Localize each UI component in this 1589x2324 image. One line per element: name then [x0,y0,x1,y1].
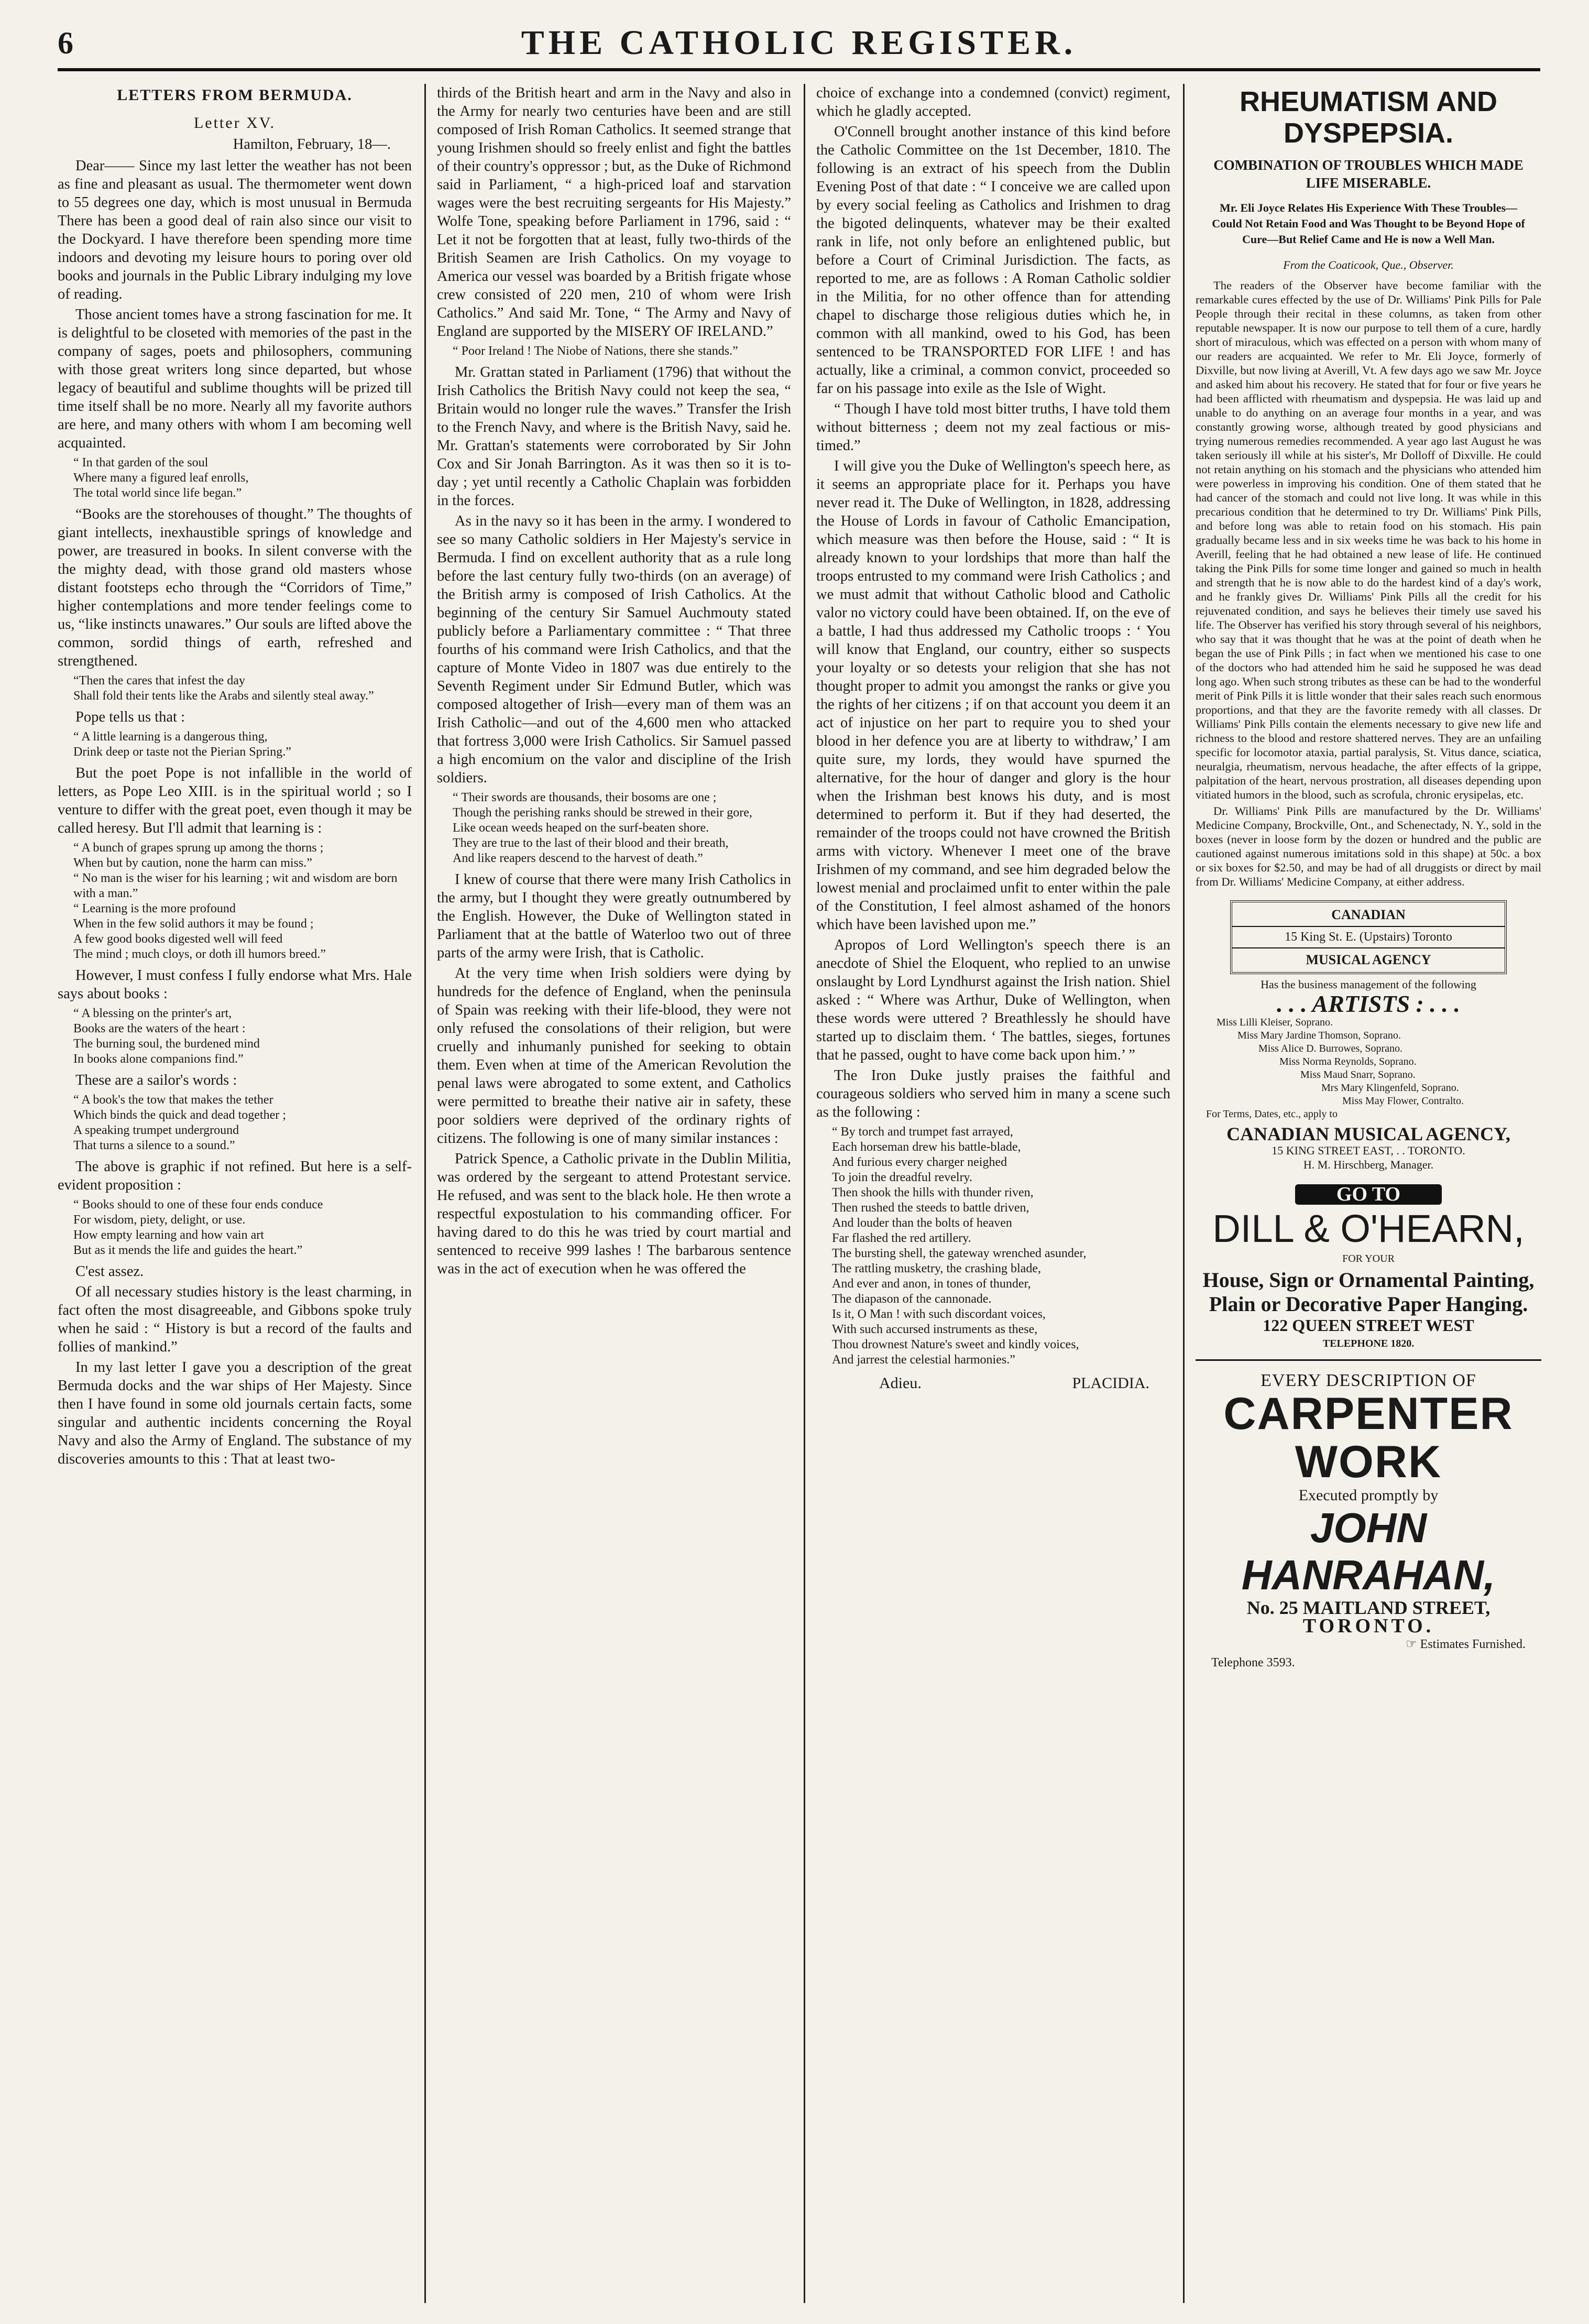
agency-manager: H. M. Hirschberg, Manager. [1303,1158,1434,1171]
column-4-ads [1196,84,1541,2303]
musical-agency-banner [1230,900,1507,974]
verse-line: Which binds the quick and dead together ; [73,1108,286,1122]
verse [453,344,791,359]
column-2 [437,84,791,2303]
verse-line: “ Poor Ireland ! The Niobe of Nations, there she stands.” [453,344,738,358]
paragraph: Patrick Spence, a Catholic private in the Dublin Militia, was ordered by the sergeant to attend Protestant service. He refused, and was sent to the black hole. He then wrote a respectful expostulation to his commanding officer. For having dared to do this he was tried by court martial and sentenced to receive 999 lashes ! The barbarous sentence was in the act of execution when he was offered the [437,1151,791,1277]
verse-line: Books are the waters of the heart : [73,1022,246,1035]
paragraph: I knew of course that there were many Irish Catholics in the army, but I thought they were greatly outnumbered by the English. However, the Duke of Wellington stated in Parliament that at the battle of Waterloo two out of three parts of the army were Irish, that is Catholic. [437,871,791,961]
hanrahan-city: TORONTO. [1302,1615,1434,1637]
dill-ohearn-address: 122 QUEEN STREET WEST [1263,1316,1474,1335]
artist-entry: Miss Maud Snarr, Soprano. [1300,1069,1416,1081]
verse-line: To join the dreadful revelry. [832,1171,972,1184]
artist-entry: Miss May Flower, Contralto. [1342,1095,1464,1107]
banner-top: CANADIAN [1331,907,1406,922]
verse-line: The rattling musketry, the crashing blade, [832,1262,1041,1275]
verse-line: Where many a figured leaf enrolls, [73,471,249,485]
agency-terms: For Terms, Dates, etc., apply to [1206,1108,1338,1120]
verse [832,1125,1170,1368]
paragraph: I will give you the Duke of Wellington's speech here, as it seems an appropriate place for it. Perhaps you have never read it. The Duke of Wellington, in 1828, addressing the House of Lords in favour of Catholic Emancipation, which measure was then before the House, said : “ It is already known to your lordships that more than half the troops entrusted to my command were Irish Catholics ; and we must admit that without Catholic blood and Catholic valor no victory could have been obtained. If, on the eve of a battle, I had thus addressed my Catholic troops : ‘ You will know that England, our country, either so suspects your loyalty or so detests your religion that she has not thought proper to admit you amongst the ranks or give you the rights of her citizens ; if on that account you deem it an act of injustice on her part to require you to shed your blood in her defence you are at liberty to withdraw,’ I am quite sure, my lords, they would have spurned the alternative, for the hour of danger and glory is the hour when the Irishman best knows his duty, and is most determined to perform it. But if they had deserted, the remainder of the troops could not have crowned the British arms with victory. Whenever I meet one of the brave Irishmen of my command, and see him degraded below the lowest menial and proclaimed unfit to enter within the pale of the Constitution, I feel almost ashamed of the honors which have been lavished upon me.” [816,458,1170,933]
banner-bottom: MUSICAL AGENCY [1306,952,1431,967]
ad-rheumatism-title: RHEUMATISM AND DYSPEPSIA. [1240,86,1497,149]
verse [73,729,412,760]
artists-heading: . . . ARTISTS : . . . [1277,990,1460,1017]
column-3 [816,84,1170,2303]
hanrahan-telephone: Telephone 3593. [1211,1656,1295,1670]
paragraph: However, I must confess I fully endorse what Mrs. Hale says about books : [58,967,412,1002]
verse-line: That turns a silence to a sound.” [73,1139,235,1152]
paragraph: Apropos of Lord Wellington's speech there is an anecdote of Shiel the Eloquent, who replied to an unwise onslaught by Lord Lyndhurst against the Irish nation. Shiel asked : “ Where was Arthur, Duke of Wellington, when these words were uttered ? Breathlessly he should have started up to disclaim them. ‘ The battles, sieges, fortunes that he passed, ought to have come back upon him.’ ” [816,937,1170,1063]
paragraph: As in the navy so it has been in the army. I wondered to see so many Catholic soldiers in Her Majesty's service in Bermuda. I find on excellent authority that as a rule long before the last century fully two-thirds (on an average) of the British army is composed of Irish Catholics. At the beginning of the century Sir Samuel Auchmouty stated publicly before a Parliamentary committee : “ That three fourths of his command were Irish Catholics, and that the capture of Monte Video in 1807 was due entirely to the Seventh Regiment under Sir Edmund Butler, which was composed altogether of Irish—every man of them was an Irish Catholic—and out of the 4,600 men who attacked that fortress 3,000 were Irish Catholics. Sir Samuel passed a high encomium on the valor and discipline of the Irish soldiers. [437,513,791,786]
paragraph: “ Though I have told most bitter truths, I have told them without bitterness ; deem not my zeal factious or mis-timed.” [816,401,1170,454]
paragraph: Those ancient tomes have a strong fascination for me. It is delightful to be closeted with memories of the past in the company of sages, poets and philosophers, communing with those great writers long since departed, but whose legacy of beautiful and sublime thoughts will be prized till time itself shall be no more. Nearly all my favorite authors are here, and many others with whom I am becoming well acquainted. [58,307,412,451]
letter-number: Letter XV. [193,114,276,132]
ad-rheumatism-body: Dr. Williams' Pink Pills are manufactured by the Dr. Williams' Medicine Company, Brockville, Ont., and Schenectady, N. Y., sold in the boxes (never in loose form by the dozen or hundred and the public are cautioned against numerous imitations sold in this shape) at 50c. a box or six boxes for $2.50, and may be had of all druggists or direct by mail from Dr. Williams' Medicine Company, at either address. [1196,804,1541,888]
verse-line: Then shook the hills with thunder riven, [832,1186,1034,1199]
verse [73,841,412,962]
hanrahan-address: No. 25 MAITLAND STREET, [1246,1597,1491,1618]
verse-line: A few good books digested well will feed [73,932,283,946]
agency-name: CANADIAN MUSICAL AGENCY, [1226,1123,1510,1144]
verse-line: How empty learning and how vain art [73,1228,264,1242]
verse-line: They are true to the last of their blood and their breath, [453,836,729,850]
carpenter-work-title: CARPENTER WORK [1223,1389,1514,1487]
paragraph: Of all necessary studies history is the least charming, in fact often the most disagreeable, and Gibbons spoke truly when he said : “ History is but a record of the faults and follies of mankind.” [58,1284,412,1355]
go-to-label: GO TO [1295,1184,1442,1205]
masthead [58,21,1540,71]
verse-line: Is it, O Man ! with such discordant voices, [832,1307,1046,1321]
paragraph: “Books are the storehouses of thought.” The thoughts of giant intellects, inexhaustible springs of knowledge and power, are treasured in books. In silent converse with the the mighty dead, with those grand old masters whose distant footsteps echo through the “Corridors of Time,” higher contemplations and more tender feelings come to us, “like instincts unawares.” Our souls are lifted above the common, sordid things of earth, refreshed and strengthened. [58,506,412,669]
paragraph: The Iron Duke justly praises the faithful and courageous soldiers who served him in many a scene such as the following : [816,1067,1170,1120]
verse-line: “ Books should to one of these four ends conduce [73,1198,323,1212]
verse-line: Though the perishing ranks should be strewed in their gore, [453,806,752,820]
verse-line: Like ocean weeds heaped on the surf-beaten shore. [453,821,709,835]
verse-line: The diapason of the cannonade. [832,1292,992,1306]
column-1 [58,84,412,2303]
dill-ohearn-telephone: TELEPHONE 1820. [1196,1335,1541,1361]
verse-line: And jarrest the celestial harmonies.” [832,1353,1015,1367]
estimates-note: ☞ Estimates Furnished. [1406,1638,1526,1651]
verse-line: And like reapers descend to the harvest of death.” [453,852,703,865]
paragraph: thirds of the British heart and arm in the Navy and also in the Army for nearly two centuries have been and are still composed of Irish Roman Catholics. It seemed strange that young Irishmen should so freely enlist and fight the battles of their country's oppressor ; but, as the Duke of Richmond said in Parliament, “ a high-priced loaf and starvation wages were the best recruiting sergeants for His Majesty.” Wolfe Tone, speaking before Parliament in 1796, said : “ Let it not be forgotten that at least, fully two-thirds of the British Seamen are Irish Catholics. On my voyage to America our vessel was boarded by a British frigate whose crew consisted of 220 men, 210 of whom were Irish Catholics.” And said Mr. Tone, “ The Army and Navy of England are supported by the MISERY OF IRELAND.” [437,85,791,340]
signature-closing: Adieu. [879,1374,922,1392]
ad-rheumatism-body: The readers of the Observer have become familiar with the remarkable cures effected by the use of Dr. Williams' Pink Pills for Pale People through their recital in these columns, as taken from other reputable newspaper. It is now our purpose to tell them of a cure, hardly short of miraculous, which was effected on a person with whom many of our readers are acquainted. We refer to Mr. Eli Joyce, formerly of Dixville, but now living at Averill, Vt. A few days ago we saw Mr. Joyce and asked him about his recovery. He stated that for four or five years he had been afflicted with rheumatism and dyspepsia. He was laid up and unable to do anything on an average four months in a year, and was constantly growing worse, although treated by good physicians and trying numerous remedies recommended. A year ago last August he was taken seriously ill while at his sister's, Mr Dolloff of Dixville. He could not retain anything on his stomach and the physicians who attended him were powerless in improving his condition. One of them stated that he had cancer of the stomach and could not live long. It was while in this precarious condition that he determined to try Dr. Williams' Pink Pills, and before long was able to retain food on his stomach. His pain gradually became less and in six weeks time he was back to his home in Averill, feeling that he had obtained a new lease of life. He continued taking the Pink Pills for some time longer and gained so much in health and strength that he is now able to do the hardest kind of a day's work, and he frankly gives Dr. Williams' Pink Pills all the credit for his rejuvenated condition, and says he believes their timely use saved his life. The Observer has verified his story through several of his neighbors, who say that it was thought that he was at the point of death when he began the use of Pink Pills ; in fact when we mentioned his case to one of the doctors who had attended him he said he supposed he was dead long ago. When such strong tributes as these can be had to the wonderful merit of Pink Pills it is little wonder that their sales reach such enormous proportions, and that they are the favorite remedy with all classes. Dr Williams' Pink Pills contain the elements necessary to give new life and richness to the blood and restore shattered nerves. They are an unfailing specific for locomotor ataxia, partial paralysis, St. Vitus dance, sciatica, neuralgia, rheumatism, nervous headache, the after effects of la grippe, palpitation of the heart, nervous prostration, all diseases depending upon vitiated humors in the blood, such as scrofula, chronic erysipelas, etc. [1196,279,1541,801]
verse-line: Thou drownest Nature's sweet and kindly voices, [832,1338,1079,1351]
agency-management-note: Has the business management of the following [1261,978,1476,991]
verse [453,790,791,866]
dateline: Hamilton, February, 18—. [233,136,391,152]
verse-line: “ A bunch of grapes sprung up among the thorns ; [73,841,324,855]
verse-line: And louder than the bolts of heaven [832,1216,1012,1230]
verse [73,455,412,501]
verse-line: Drink deep or taste not the Pierian Spring.” [73,745,291,759]
verse-line: And ever and anon, in tones of thunder, [832,1277,1031,1291]
verse-line: The total world since life began.” [73,486,242,500]
artist-entry: Mrs Mary Klingenfeld, Soprano. [1321,1082,1459,1094]
for-your-label: FOR YOUR [1342,1253,1395,1264]
column-rule [424,84,426,2303]
verse-line: “ A little learning is a dangerous thing, [73,730,268,744]
verse-line: But as it mends the life and guides the heart.” [73,1243,303,1257]
verse-line: When but by caution, none the harm can miss.” [73,856,312,870]
agency-address: 15 KING STREET EAST, . . TORONTO. [1272,1144,1465,1157]
artist-entry: Miss Norma Reynolds, Soprano. [1279,1056,1417,1067]
paragraph: C'est assez. [75,1263,144,1280]
verse-line: Then rushed the steeds to battle driven, [832,1201,1029,1215]
verse-line: When in the few solid authors it may be found ; [73,917,314,931]
painting-services: House, Sign or Ornamental Painting, Plain or Decorative Paper Hanging. [1202,1268,1535,1316]
column-rule [804,84,805,2303]
paragraph: These are a sailor's words : [75,1072,237,1088]
verse-line: Each horseman drew his battle-blade, [832,1140,1021,1154]
verse [73,1093,412,1153]
banner-address: 15 King St. E. (Upstairs) Toronto [1232,926,1505,948]
verse-line: Shall fold their tents like the Arabs and silently steal away.” [73,689,374,703]
dill-ohearn-name: DILL & O'HEARN, [1212,1207,1525,1250]
verse-line: In books alone companions find.” [73,1052,244,1066]
artist-entry: Miss Lilli Kleiser, Soprano. [1217,1017,1333,1028]
article-heading: LETTERS FROM BERMUDA. [117,86,353,104]
signature-name: PLACIDIA. [1072,1374,1149,1392]
paragraph: Dear—— Since my last letter the weather has not been as fine and pleasant as usual. The thermometer went down to 55 degrees one day, which is most unusual in Bermuda There has been a good deal of rain also since our visit to the Dockyard. I have therefore been spending more time indoors and devoting my leisure hours to poring over old books and journals in the Public Library indulging my love of reading. [58,158,412,302]
verse [73,1006,412,1067]
verse-line: “ By torch and trumpet fast arrayed, [832,1125,1013,1139]
verse-line: “ A blessing on the printer's art, [73,1007,232,1020]
signature [816,1372,1170,1392]
verse-line: The burning soul, the burdened mind [73,1037,260,1051]
verse-line: For wisdom, piety, delight, or use. [73,1213,246,1227]
paragraph: The above is graphic if not refined. But here is a self-evident proposition : [58,1159,412,1193]
executed-promptly-label: Executed promptly by [1298,1487,1439,1504]
ad-rheumatism-subtitle: COMBINATION OF TROUBLES WHICH MADE LIFE MISERABLE. [1213,157,1524,191]
paragraph: O'Connell brought another instance of this kind before the Catholic Committee on the 1st December, 1810. The following is an extract of his speech from the Dublin Evening Post of that date : “ I conceive we are called upon by every social feeling as Catholics and Irishmen to drag the bigoted delinquents, whatever may be their exalted rank in life, not only before an enlightened public, but before a Court of Criminal Jurisdiction. The facts, as reported to me, are as follows : A Roman Catholic soldier in the Militia, for no other offence than for attending chapel to discharge those religious duties which he, in common with all mankind, owed to his God, has been sentenced to be TRANSPORTED FOR LIFE ! and has actually, like a criminal, a common convict, proceeded so far on his passage into exile as the Isle of Wight. [816,124,1170,397]
verse-line: A speaking trumpet underground [73,1123,239,1137]
verse-line: The mind ; much cloys, or doth ill humors breed.” [73,947,326,961]
verse-line: “ No man is the wiser for his learning ; wit and wisdom are born with a man.” [73,871,398,900]
paragraph: At the very time when Irish soldiers were dying by hundreds for the defence of England, when the peninsula of Spain was reeking with their life-blood, they were not only refused the consolations of their religion, but were cruelly and inhumanly punished for seeking to obtain them. Even when at time of the American Revolution the penal laws were abrogated to some extent, and Catholics were permitted to breathe their native air in safety, these poor soldiers were deprived of the ordinary rights of citizens. The following is one of many similar instances : [437,965,791,1147]
verse-line: “Then the cares that infest the day [73,674,245,688]
verse-line: The bursting shell, the gateway wrenched asunder, [832,1247,1087,1260]
verse-line: “ Their swords are thousands, their bosoms are one ; [453,791,717,804]
artist-entry: Miss Alice D. Burrowes, Soprano. [1258,1043,1402,1054]
page-number: 6 [58,26,73,60]
newspaper-title: THE CATHOLIC REGISTER. [521,24,1077,62]
every-description-label: EVERY DESCRIPTION OF [1261,1371,1476,1390]
paragraph: choice of exchange into a condemned (convict) regiment, which he gladly accepted. [816,85,1170,119]
ad-rheumatism-deck: Mr. Eli Joyce Relates His Experience With These Troubles—Could Not Retain Food and Was Thought to be Beyond Hope of Cure—But Relief Came and He is now a Well Man. [1212,201,1525,246]
artist-list [1196,1016,1541,1108]
verse-line: Far flashed the red artillery. [832,1231,971,1245]
verse [73,1197,412,1258]
paragraph: Pope tells us that : [75,709,185,725]
verse [73,673,412,704]
verse-line: “ A book's the tow that makes the tether [73,1093,273,1107]
paragraph: But the poet Pope is not infallible in the world of letters, as Pope Leo XIII. is in the spiritual world ; so I venture to differ with the great poet, even though it may be called heresy. But I'll admit that learning is : [58,765,412,836]
verse-line: “ In that garden of the soul [73,456,209,470]
verse-line: “ Learning is the more profound [73,902,236,915]
verse-line: And furious every charger neighed [832,1155,1007,1169]
paragraph: In my last letter I gave you a description of the great Bermuda docks and the war ships of Her Majesty. Since then I have found in some old journals certain facts, some singular and authentic incidents concerning the Royal Navy and also the Army of England. The substance of my discoveries amounts to this : That at least two- [58,1359,412,1467]
verse-line: With such accursed instruments as these, [832,1323,1038,1336]
artist-entry: Miss Mary Jardine Thomson, Soprano. [1237,1030,1401,1041]
column-rule [1183,84,1185,2303]
hanrahan-name: JOHN HANRAHAN, [1241,1504,1496,1598]
ad-rheumatism-credit: From the Coaticook, Que., Observer. [1283,258,1454,271]
paragraph: Mr. Grattan stated in Parliament (1796) that without the Irish Catholics the British Navy could not keep the sea, “ Britain would no longer rule the waves.” Transfer the Irish to the French Navy, and where is the British Navy, said he. Mr. Grattan's statements were corroborated by Sir John Cox and Sir Jonah Barrington. As it was then so it is to-day ; yet until recently a Catholic Chaplain was forbidden in the forces. [437,364,791,509]
